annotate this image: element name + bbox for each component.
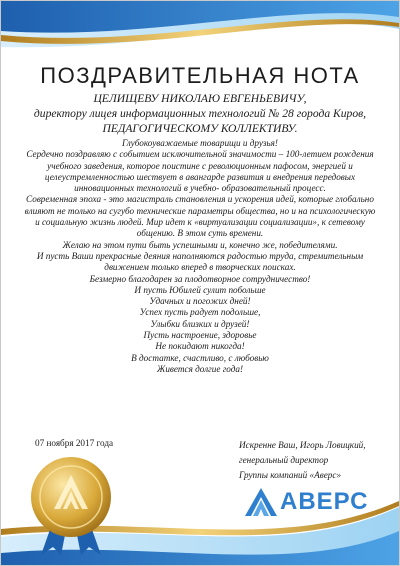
wish-line: Желаю на этом пути быть успешными и, конечно же, победителями. — [62, 239, 338, 250]
paragraph: Современная эпоха - это магистраль становления и ускорения идей, которые глобально влияют не только на сугубо технические параметры общества, но и на психологическую и социальную жизнь людей. Мир идет к «виртуализации социализации», к сетевому общению. В этом суть времени. — [24, 194, 376, 239]
company-logo — [244, 485, 384, 517]
addressee-collective: ПЕДАГОГИЧЕСКОМУ КОЛЛЕКТИВУ. — [102, 122, 298, 135]
poem-line: Улыбки близких и друзей! — [150, 318, 250, 329]
poem-line: И пусть Юбилей сулит побольше — [134, 284, 266, 295]
paragraph: Сердечно поздравляю с событием исключительной значимости – 100-летием рождения учебного заведения, которое поистине с революционным пафосом, энергией и целеустремленностью шествует в авангарде развития и внедрения передовых инновационных технологий в учебно- образовательный процесс. — [26, 149, 374, 194]
wish-line: И пусть Ваши прекрасные деяния наполняются радостью труда, стремительным движением только вперед в творческих поисках. — [36, 250, 364, 273]
poem-line: В достатке, счастливо, с любовью — [131, 352, 269, 363]
page-title: ПОЗДРАВИТЕЛЬНАЯ НОТА — [40, 63, 360, 88]
poem-line: Пусть настроение, здоровье — [143, 330, 257, 341]
greeting: Глубокоуважаемые товарищи и друзья! — [122, 138, 278, 148]
thanks-line: Безмерно благодарен за плодотворное сотрудничество! — [89, 273, 311, 284]
addressee-name: ЦЕЛИЩЕВУ НИКОЛАЮ ЕВГЕНЬЕВИЧУ, — [93, 92, 307, 105]
signature-position: генеральный директор — [239, 455, 329, 465]
signature-company: Группы компаний «Аверс» — [239, 470, 342, 480]
avers-logo-icon — [244, 487, 278, 517]
signature-closing: Искренне Ваш, Игорь Ловицкий, — [239, 440, 366, 450]
poem-line: Успех пусть радует подольше, — [139, 307, 261, 318]
addressee-position: директору лицея информационных технологий № 28 города Киров, — [33, 107, 367, 120]
gold-seal-icon — [21, 451, 121, 556]
letter-body — [23, 138, 377, 375]
poem-line: Удачных и погожих дней! — [149, 296, 251, 307]
letter-date: 07 ноября 2017 года — [35, 438, 114, 448]
addressee-block — [21, 91, 379, 136]
poem-line: Живется долгие года! — [156, 363, 244, 374]
signature-block — [239, 438, 366, 483]
logo-text: АВЕРС — [280, 488, 369, 515]
poem-line: Не покидают никогда! — [155, 341, 245, 352]
